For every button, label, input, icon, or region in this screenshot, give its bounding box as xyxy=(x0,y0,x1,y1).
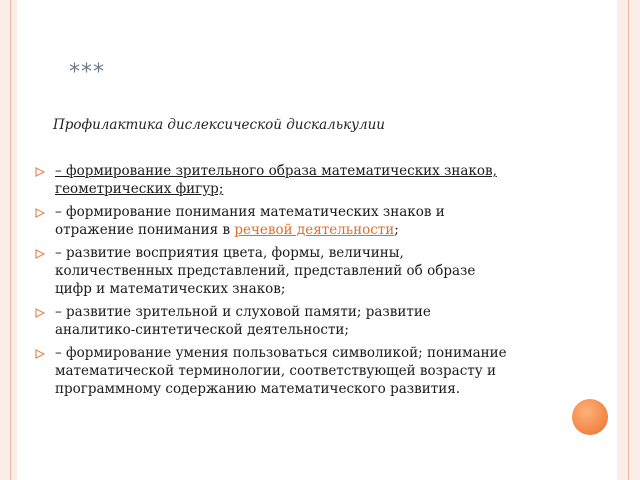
bullet-item xyxy=(35,244,515,298)
bullet-text: – развитие зрительной и слуховой памяти; развитие аналитико-синтетической деятельности; xyxy=(55,304,431,338)
bullet-text-end: ; xyxy=(394,222,399,238)
slide-subtitle: Профилактика дислексической дискалькулии xyxy=(53,117,385,133)
right-border-rule xyxy=(628,0,629,480)
bullet-text: – формирование зрительного образа математических знаков, геометрических фигур; xyxy=(55,163,497,197)
slide-content xyxy=(17,0,617,480)
bullet-text: – формирование понимания математических знаков и отражение понимания в xyxy=(55,204,445,238)
triangle-bullet-icon xyxy=(35,249,45,259)
slide-title: *** xyxy=(69,60,105,85)
bullet-text: – формирование умения пользоваться символикой; понимание математической терминологии, соответствующей возрасту и программному содержанию математического развития. xyxy=(55,345,507,397)
triangle-bullet-icon xyxy=(35,208,45,218)
orange-circle-decoration xyxy=(572,399,608,435)
speech-activity-link[interactable]: речевой деятельности xyxy=(234,222,395,238)
bullet-item xyxy=(35,203,515,239)
triangle-bullet-icon xyxy=(35,349,45,359)
left-border-rule xyxy=(10,0,11,480)
bullet-item xyxy=(35,303,515,339)
bullet-list xyxy=(35,162,515,403)
bullet-item xyxy=(35,162,515,198)
triangle-bullet-icon xyxy=(35,308,45,318)
bullet-text: – развитие восприятия цвета, формы, величины, количественных представлений, представлений об образе цифр и математических знаков; xyxy=(55,245,476,297)
bullet-item xyxy=(35,344,515,398)
triangle-bullet-icon xyxy=(35,167,45,177)
